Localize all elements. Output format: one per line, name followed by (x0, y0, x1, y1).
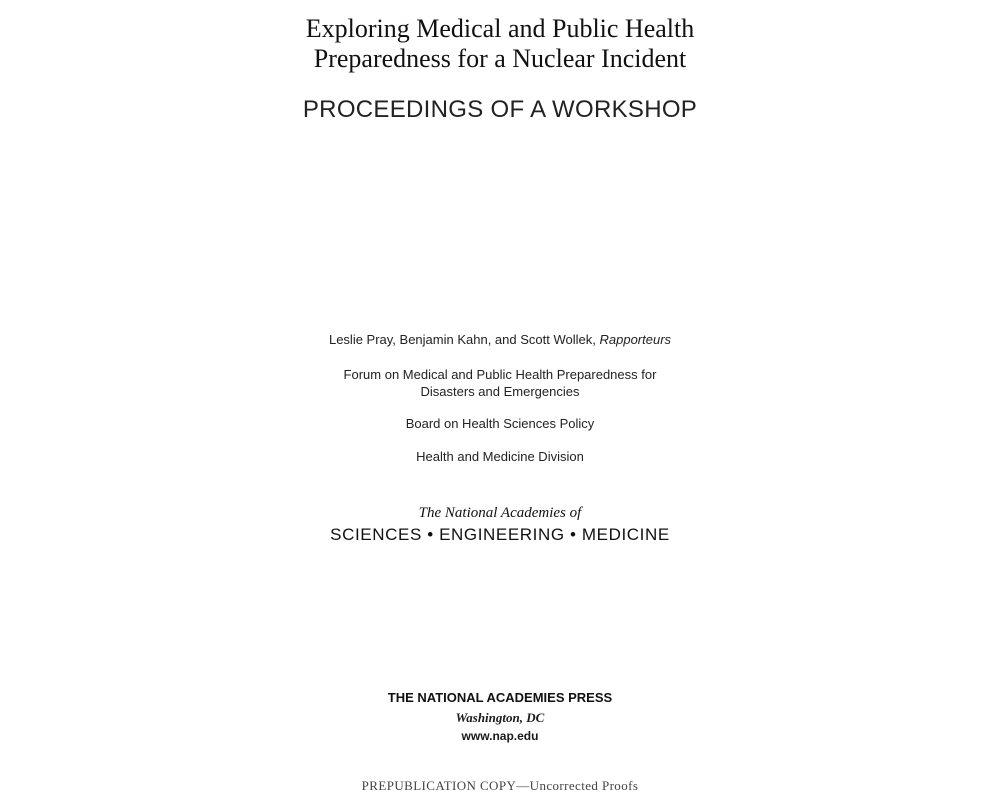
academies-logo-line-2: SCIENCES • ENGINEERING • MEDICINE (330, 525, 670, 544)
division-name: Health and Medicine Division (416, 449, 584, 464)
rapporteurs-line (0, 332, 1000, 347)
forum-line-1: Forum on Medical and Public Health Preparedness for (343, 367, 657, 382)
title-line-2: Preparedness for a Nuclear Incident (313, 44, 687, 73)
academies-logo-line-1: The National Academies of (418, 505, 582, 521)
publisher-name: THE NATIONAL ACADEMIES PRESS (387, 690, 613, 705)
board-name: Board on Health Sciences Policy (405, 416, 595, 431)
rapporteur-names: Leslie Pray, Benjamin Kahn, and Scott Wollek, (328, 332, 596, 347)
prepublication-notice: PREPUBLICATION COPY—Uncorrected Proofs (361, 778, 639, 793)
document-title (0, 14, 1000, 74)
publisher-website: www.nap.edu (461, 729, 539, 743)
publisher-city: Washington, DC (455, 710, 545, 725)
title-line-1: Exploring Medical and Public Health (305, 14, 695, 43)
document-subtitle: PROCEEDINGS OF A WORKSHOP (302, 96, 698, 123)
rapporteur-role: Rapporteurs (599, 332, 672, 347)
forum-line-2: Disasters and Emergencies (420, 384, 580, 399)
forum-name (0, 366, 1000, 400)
